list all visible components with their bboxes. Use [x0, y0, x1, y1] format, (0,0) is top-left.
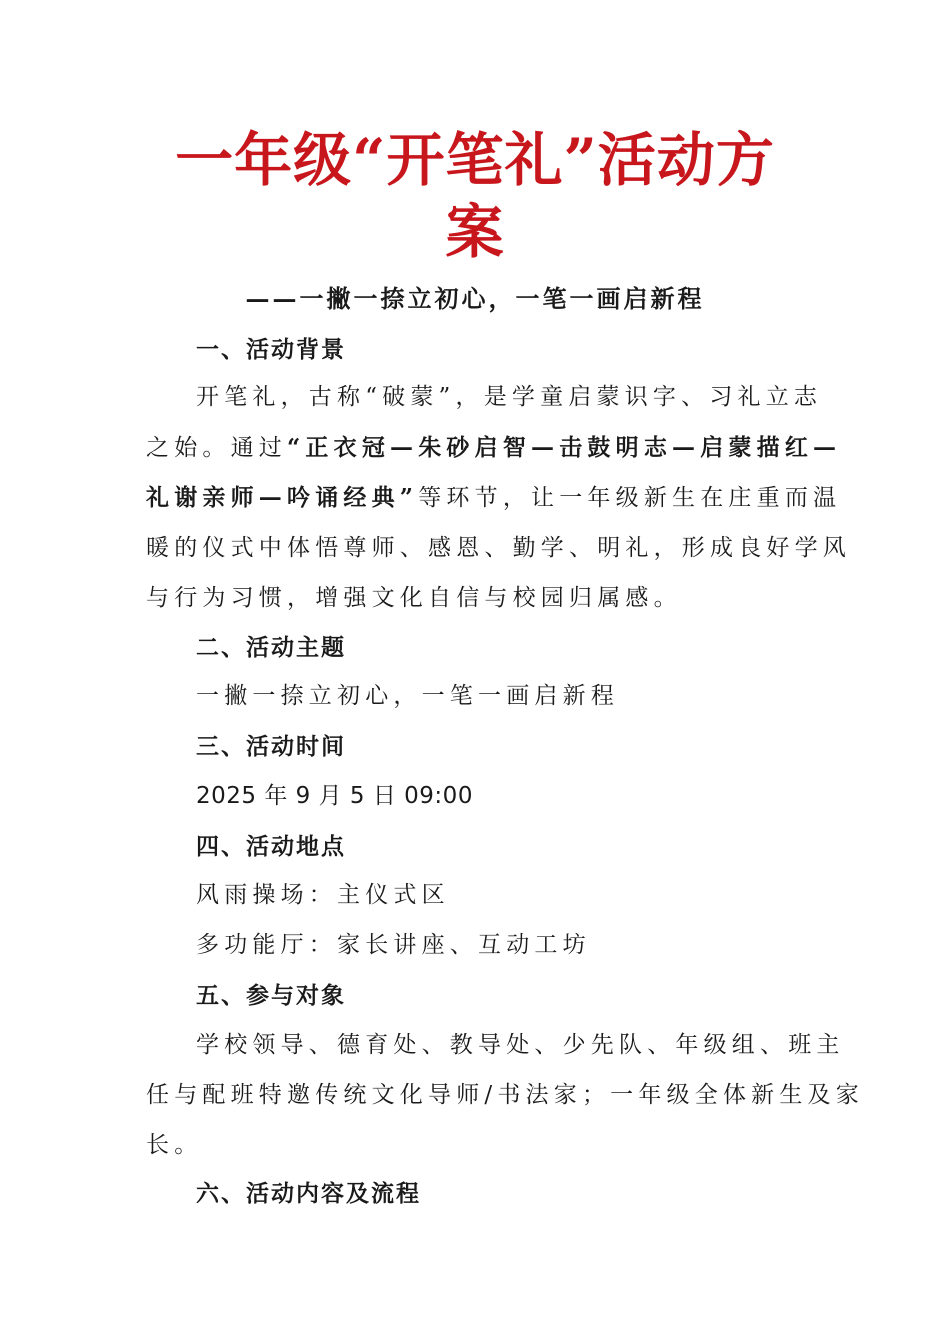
theme-text: 一撇一捺立初心，一笔一画启新程 [196, 683, 619, 709]
section-heading-place: 四、活动地点 [196, 833, 346, 860]
title-line-2: 案 [445, 198, 505, 266]
section-heading-time: 三、活动时间 [196, 733, 346, 760]
section-heading-flow: 六、活动内容及流程 [196, 1180, 421, 1207]
document-subtitle: ——一撇一捺立初心，一笔一画启新程 [245, 284, 705, 313]
place-line-1: 风雨操场：主仪式区 [196, 882, 450, 908]
participants-line-2: 任与配班特邀传统文化导师/书法家；一年级全体新生及家 [146, 1082, 864, 1108]
background-text-segment: 之始。通过 [146, 435, 287, 461]
background-text-segment: 等环节，让一年级新生在庄重而温 [418, 485, 842, 511]
participants-line-3: 长。 [146, 1132, 203, 1158]
background-paragraph-line-3 [146, 482, 842, 514]
title-line-1: 一年级“开笔礼”活动方 [175, 126, 775, 194]
section-heading-participants: 五、参与对象 [196, 982, 346, 1009]
ceremony-steps-bold-text: “正衣冠—朱砂启智—击鼓明志—启蒙描红— [287, 434, 842, 461]
background-paragraph-line-1: 开笔礼，古称“破蒙”，是学童启蒙识字、习礼立志 [196, 384, 823, 410]
section-heading-background: 一、活动背景 [196, 336, 346, 363]
place-line-2: 多功能厅：家长讲座、互动工坊 [196, 932, 591, 958]
section-heading-theme: 二、活动主题 [196, 634, 346, 661]
background-paragraph-line-5: 与行为习惯，增强文化自信与校园归属感。 [146, 585, 682, 611]
ceremony-steps-bold-text-end: 礼谢亲师—吟诵经典” [146, 484, 419, 511]
participants-line-1: 学校领导、德育处、教导处、少先队、年级组、班主 [196, 1032, 845, 1058]
background-paragraph-line-4: 暖的仪式中体悟尊师、感恩、勤学、明礼，形成良好学风 [146, 535, 851, 561]
document-title [140, 124, 810, 268]
time-text: 2025 年 9 月 5 日 09:00 [196, 783, 473, 809]
background-paragraph-line-2 [146, 432, 842, 464]
